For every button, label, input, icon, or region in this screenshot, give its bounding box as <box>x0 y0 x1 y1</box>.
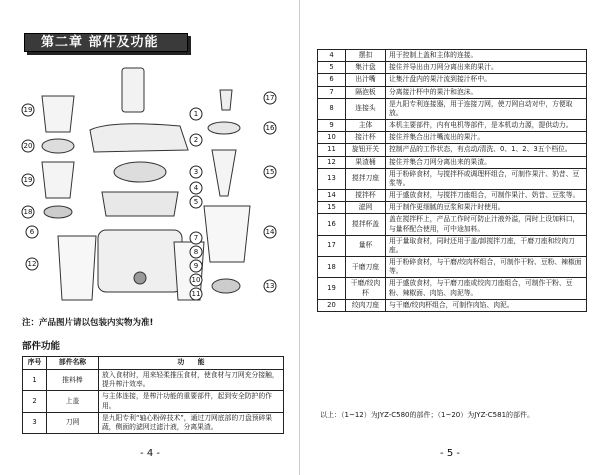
blender-blade-base <box>212 279 240 293</box>
callout-17 <box>264 92 276 104</box>
svg-text:16: 16 <box>265 124 275 132</box>
row-name: 集汁盘 <box>346 62 386 74</box>
callout-15 <box>264 166 276 178</box>
row-function: 分离接汁杯中的果汁和泡沫。 <box>386 86 587 98</box>
callout-4 <box>190 182 202 194</box>
svg-text:4: 4 <box>193 184 199 192</box>
row-num: 20 <box>318 299 346 311</box>
callout-8 <box>190 246 202 258</box>
row-name: 绞肉刀座 <box>346 299 386 311</box>
callout-11 <box>190 288 202 300</box>
row-name: 推料棒 <box>47 370 99 391</box>
row-name: 上盖 <box>47 391 99 412</box>
right-page <box>300 0 600 475</box>
row-name: 连接头 <box>346 98 386 119</box>
table-row <box>318 190 587 202</box>
meat-blade-assembly <box>42 139 74 153</box>
table-row <box>318 278 587 299</box>
row-name: 旋钮开关 <box>346 144 386 156</box>
callout-1 <box>190 108 202 120</box>
callout-2 <box>190 134 202 146</box>
row-name: 隔泡板 <box>346 86 386 98</box>
svg-text:14: 14 <box>265 228 275 236</box>
row-function: 用于盛放食材，与干磨刀座或绞肉刀座组合，可制作干粉、豆粉、辣椒面、肉馅、肉泥等。 <box>386 278 587 299</box>
callout-18 <box>22 206 34 218</box>
row-name: 搅拌刀座 <box>346 168 386 189</box>
row-num: 18 <box>318 257 346 278</box>
svg-text:11: 11 <box>191 290 201 298</box>
header-name: 部件名称 <box>47 357 99 370</box>
header-function: 功 能 <box>99 357 284 370</box>
image-note: 注：产品图片请以包装内实物为准! <box>22 318 154 328</box>
svg-text:12: 12 <box>27 260 37 268</box>
dry-grinding-blade <box>44 206 72 218</box>
svg-text:17: 17 <box>265 94 275 102</box>
table-row <box>318 214 587 235</box>
row-name: 滤网 <box>346 202 386 214</box>
blender-jar <box>204 206 250 262</box>
svg-text:18: 18 <box>23 208 33 216</box>
table-row <box>318 98 587 119</box>
svg-text:8: 8 <box>193 248 199 256</box>
row-function: 接住并导出由刀网分离出来的果汁。 <box>386 62 587 74</box>
table-row <box>318 257 587 278</box>
model-footnote: 以上：（1~12）为JYZ-C580的部件；（1~20）为JYZ-C581的部件。 <box>320 411 535 419</box>
row-num: 7 <box>318 86 346 98</box>
svg-text:13: 13 <box>265 282 275 290</box>
dry-grinding-cup-top <box>42 96 74 132</box>
page-number-right: - 5 - <box>440 448 460 459</box>
table-row <box>318 74 587 86</box>
row-name: 干磨刀座 <box>346 257 386 278</box>
chapter-title: 第二章 部件及功能 <box>24 33 188 52</box>
row-num: 5 <box>318 62 346 74</box>
row-function: 与主体连接，是榨汁功能的重要部件，起到安全防护的作用。 <box>99 391 284 412</box>
callout-6 <box>26 226 38 238</box>
callout-14 <box>264 226 276 238</box>
filter-mesh <box>212 150 236 196</box>
row-function: 接住并集合出汁嘴流出的果汁。 <box>386 132 587 144</box>
row-num: 11 <box>318 144 346 156</box>
svg-text:19: 19 <box>23 176 33 184</box>
svg-text:10: 10 <box>191 276 201 284</box>
table-row <box>23 412 284 433</box>
svg-text:19: 19 <box>23 106 33 114</box>
page-number-left: - 4 - <box>140 448 160 459</box>
table-row <box>318 235 587 256</box>
svg-text:3: 3 <box>193 168 199 176</box>
callout-9 <box>190 260 202 272</box>
filter-basket <box>114 162 166 182</box>
row-num: 15 <box>318 202 346 214</box>
table-row <box>318 50 587 62</box>
row-function: 控制产品的工作状态，有点动/清洗、0、1、2、3五个档位。 <box>386 144 587 156</box>
dry-grinding-cup-lower <box>42 162 74 198</box>
row-num: 17 <box>318 235 346 256</box>
svg-text:1: 1 <box>193 110 199 118</box>
row-num: 19 <box>318 278 346 299</box>
row-name: 量杯 <box>346 235 386 256</box>
row-name: 刀网 <box>47 412 99 433</box>
pulp-bin <box>58 236 96 300</box>
row-num: 9 <box>318 120 346 132</box>
row-num: 16 <box>318 214 346 235</box>
row-name: 主体 <box>346 120 386 132</box>
callout-20 <box>22 140 34 152</box>
callout-10 <box>190 274 202 286</box>
row-function: 让集汁盘内的果汁流到接汁杯中。 <box>386 74 587 86</box>
callout-3 <box>190 166 202 178</box>
row-num: 8 <box>318 98 346 119</box>
table-row <box>318 120 587 132</box>
header-num: 序号 <box>23 357 47 370</box>
parts-diagram <box>18 60 280 310</box>
row-name: 接汁杯 <box>346 132 386 144</box>
svg-text:15: 15 <box>265 168 275 176</box>
row-function: 用于控制上盖和主体的连接。 <box>386 50 587 62</box>
row-function: 盖在搅拌杯上，产品工作时可防止汁液外溢，同时上设加料口，与量杯配合使用，可中途加料。 <box>386 214 587 235</box>
row-num: 6 <box>318 74 346 86</box>
row-num: 3 <box>23 412 47 433</box>
table-row <box>318 86 587 98</box>
table-row <box>23 370 284 391</box>
row-num: 14 <box>318 190 346 202</box>
callout-7 <box>190 232 202 244</box>
blender-lid <box>208 122 240 134</box>
table-row <box>318 62 587 74</box>
row-function: 用于制作更细腻的豆浆和果汁时使用。 <box>386 202 587 214</box>
row-name: 干磨/绞肉杯 <box>346 278 386 299</box>
callout-13 <box>264 280 276 292</box>
table-row <box>318 299 587 311</box>
callout-19a <box>22 104 34 116</box>
row-function: 是九阳专利“轴心粉碎技术”，通过刀网底部的刀盘预碎果蔬，侧面的滤网过滤汁液，分离果渣。 <box>99 412 284 433</box>
measuring-cup <box>220 90 232 110</box>
row-num: 13 <box>318 168 346 189</box>
section-title: 部件功能 <box>22 341 61 352</box>
table-row <box>318 144 587 156</box>
table-row <box>318 202 587 214</box>
row-name: 搅拌杯 <box>346 190 386 202</box>
pusher <box>122 68 144 112</box>
juice-collector <box>102 192 178 216</box>
callout-16 <box>264 122 276 134</box>
row-function: 本机主要部件，内有电机等部件，是本机动力源，提供动力。 <box>386 120 587 132</box>
row-num: 2 <box>23 391 47 412</box>
row-function: 用于盛放食材，与搅拌刀座组合，可制作果汁、奶昔、豆浆等。 <box>386 190 587 202</box>
parts-table-right <box>317 49 587 312</box>
row-num: 1 <box>23 370 47 391</box>
svg-text:5: 5 <box>193 198 199 206</box>
table-row <box>318 156 587 168</box>
callout-19b <box>22 174 34 186</box>
svg-text:6: 6 <box>29 228 35 236</box>
table-row <box>318 132 587 144</box>
row-function: 用于粉碎食材，与干磨/绞肉杯组合，可制作干粉、豆粉、辣椒面等。 <box>386 257 587 278</box>
svg-text:20: 20 <box>23 142 33 150</box>
table-row <box>318 168 587 189</box>
row-function: 用于量取食材，同时还用于盖/卸搅拌刀座，干磨刀座和绞肉刀座。 <box>386 235 587 256</box>
row-function: 接住并集合刀网分离出来的果渣。 <box>386 156 587 168</box>
row-function: 放入食材时，用来轻柔推压食材，使食材与刀网充分接触，提升榨汁效率。 <box>99 370 284 391</box>
svg-text:9: 9 <box>193 262 199 270</box>
parts-table-left <box>22 356 284 434</box>
row-name: 搅拌杯盖 <box>346 214 386 235</box>
upper-lid <box>90 124 188 152</box>
row-name: 果渣桶 <box>346 156 386 168</box>
callout-12 <box>26 258 38 270</box>
svg-text:7: 7 <box>193 234 199 242</box>
row-function: 是九阳专利连接器，用于连接刀网，使刀网自动对中，方便取放。 <box>386 98 587 119</box>
row-function: 用于粉碎食材，与搅拌杯或调理杯组合，可制作果汁、奶昔、豆浆等。 <box>386 168 587 189</box>
callout-5 <box>190 196 202 208</box>
row-name: 摆扣 <box>346 50 386 62</box>
row-num: 10 <box>318 132 346 144</box>
row-name: 出汁嘴 <box>346 74 386 86</box>
row-function: 与干磨/绞肉杯组合，可制作肉馅、肉泥。 <box>386 299 587 311</box>
row-num: 12 <box>318 156 346 168</box>
table-row <box>23 391 284 412</box>
svg-text:2: 2 <box>193 136 199 144</box>
chapter-heading <box>24 33 192 55</box>
knob-switch <box>134 272 146 284</box>
row-num: 4 <box>318 50 346 62</box>
